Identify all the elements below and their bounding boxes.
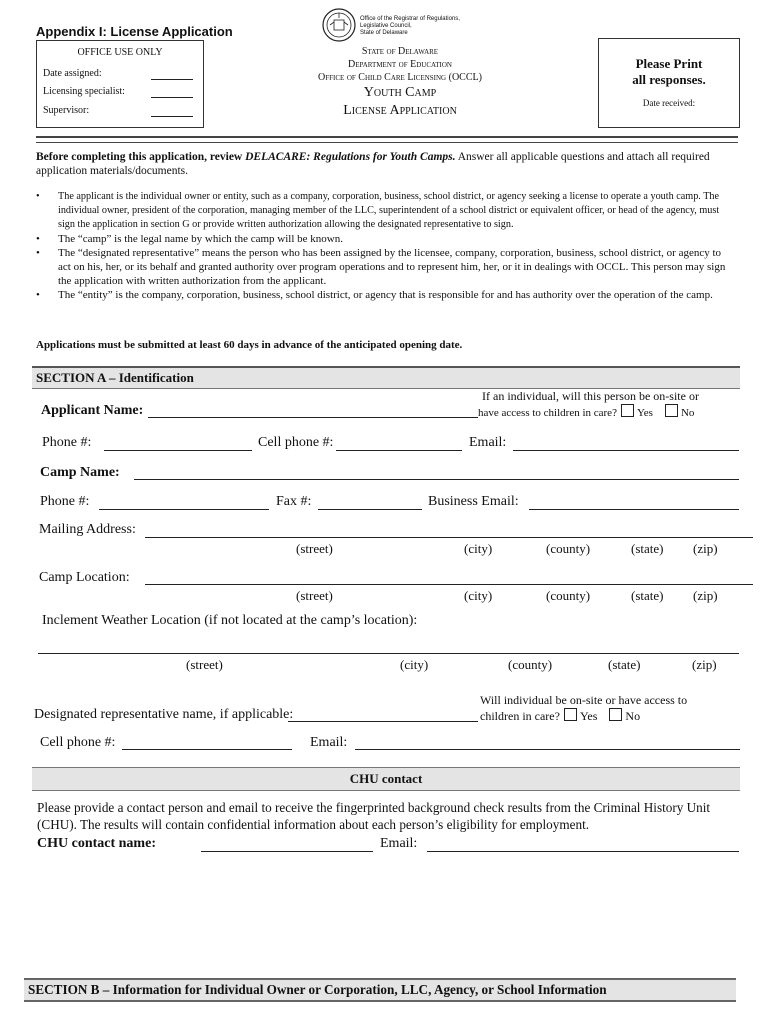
onsite-yes-checkbox[interactable] <box>621 404 634 417</box>
mailing-zip-caption: (zip) <box>693 541 718 556</box>
section-b-header <box>24 978 736 1002</box>
onsite-question <box>478 389 699 421</box>
office-use-line[interactable] <box>151 116 193 117</box>
location-city-caption: (city) <box>464 588 493 603</box>
rep-cell-phone-field[interactable] <box>122 749 292 750</box>
camp-location-field[interactable] <box>145 584 753 585</box>
rep-cell-phone-label: Cell phone #: <box>40 735 116 750</box>
section-a-header <box>32 366 740 389</box>
registrar-line: Office of the Registrar of Regulations, <box>360 16 460 22</box>
mailing-state-caption: (state) <box>631 541 664 556</box>
onsite-question-line1: If an individual, will this person be on-site or <box>482 389 699 403</box>
chu-title: CHU contact <box>349 771 423 786</box>
email-label: Email: <box>469 435 507 450</box>
mailing-street-caption: (street) <box>296 541 333 556</box>
inclement-weather-field[interactable] <box>38 653 739 654</box>
office-name: Office of Child Care Licensing (OCCL) <box>318 72 482 83</box>
location-street-caption: (street) <box>296 588 333 603</box>
designated-rep-label: Designated representative name, if applicable: <box>34 707 294 722</box>
form-title-line1: Youth Camp <box>363 85 437 100</box>
fax-field[interactable] <box>318 509 422 510</box>
inclement-county-caption: (county) <box>508 657 553 672</box>
onsite-yes-label: Yes <box>636 407 653 419</box>
chu-header <box>32 767 740 791</box>
location-state-caption: (state) <box>631 588 664 603</box>
registrar-line: Legislative Council, <box>360 23 412 29</box>
mailing-county-caption: (county) <box>546 541 591 556</box>
office-use-date-assigned: Date assigned: <box>43 68 102 79</box>
rep-onsite-yes-checkbox[interactable] <box>564 708 577 721</box>
please-print-line2: all responses. <box>632 72 706 87</box>
delaware-seal-icon <box>322 8 356 42</box>
chu-instructions: Please provide a contact person and email to receive the fingerprinted background check results from the Criminal History Unit (CHU). The results will contain confidential information about each person’s eligibility for employment. <box>37 800 711 832</box>
designated-rep-field[interactable] <box>288 721 478 722</box>
inclement-state-caption: (state) <box>608 657 641 672</box>
header-divider <box>36 136 738 143</box>
office-use-box <box>36 40 204 128</box>
rep-onsite-line1: Will individual be on-site or have access to <box>480 693 688 707</box>
form-title-line2: License Application <box>343 103 457 118</box>
rep-email-field[interactable] <box>355 749 740 750</box>
email-field[interactable] <box>513 450 739 451</box>
date-received-label: Date received: <box>642 98 696 108</box>
office-use-licensing-specialist: Licensing specialist: <box>43 86 125 97</box>
camp-phone-label: Phone #: <box>40 494 90 509</box>
section-b-title: SECTION B – Information for Individual Owner or Corporation, LLC, Agency, or School Information <box>28 982 607 997</box>
onsite-question-line2: have access to children in care? <box>478 407 617 419</box>
onsite-no-checkbox[interactable] <box>665 404 678 417</box>
list-item: • The “camp” is the legal name by which the camp will be known. <box>36 232 732 246</box>
business-email-label: Business Email: <box>428 494 519 509</box>
office-use-line[interactable] <box>151 97 193 98</box>
applicant-name-label: Applicant Name: <box>41 403 144 418</box>
cell-phone-field[interactable] <box>336 450 462 451</box>
camp-name-field[interactable] <box>134 479 739 480</box>
applicant-name-field[interactable] <box>148 417 478 418</box>
section-a-title: SECTION A – Identification <box>36 370 194 385</box>
form-heading <box>290 46 510 119</box>
inclement-city-caption: (city) <box>400 657 429 672</box>
camp-phone-field[interactable] <box>99 509 269 510</box>
rep-onsite-question <box>480 693 687 724</box>
camp-location-label: Camp Location: <box>39 570 130 585</box>
phone-label: Phone #: <box>42 435 92 450</box>
regulations-reference: DELACARE: Regulations for Youth Camps. <box>245 151 456 163</box>
rep-onsite-no-label: No <box>625 709 641 723</box>
fax-label: Fax #: <box>276 494 312 509</box>
chu-contact-name-field[interactable] <box>201 851 373 852</box>
camp-name-label: Camp Name: <box>40 465 120 480</box>
inclement-weather-label: Inclement Weather Location (if not located at the camp’s location): <box>42 613 418 628</box>
mailing-address-label: Mailing Address: <box>39 522 136 537</box>
inclement-zip-caption: (zip) <box>692 657 717 672</box>
department-name: Department of Education <box>348 59 452 70</box>
chu-email-label: Email: <box>380 836 418 851</box>
list-item: • The “designated representative” means the person who has been assigned by the licensee, company, corporation, business, school district, or agency to act on his, her, or its behalf and granted authority over program operations and to represent him, her, or it in dealings with OCCL. This person may sign the application with written authorization from the applicant. <box>36 246 732 288</box>
cell-phone-label: Cell phone #: <box>258 435 334 450</box>
chu-contact-name-label: CHU contact name: <box>37 836 156 851</box>
business-email-field[interactable] <box>529 509 739 510</box>
chu-email-field[interactable] <box>427 851 739 852</box>
registrar-line: State of Delaware <box>360 30 408 36</box>
list-item: • The “entity” is the company, corporation, business, school district, or agency that is responsible for and has authority over the operation of the camp. <box>36 288 732 302</box>
office-use-title: OFFICE USE ONLY <box>77 47 163 58</box>
location-county-caption: (county) <box>546 588 591 603</box>
office-use-supervisor: Supervisor: <box>43 105 90 116</box>
definitions-list <box>36 190 732 302</box>
please-print-line1: Please Print <box>635 56 703 71</box>
location-zip-caption: (zip) <box>693 588 718 603</box>
onsite-no-label: No <box>680 407 695 419</box>
office-use-line[interactable] <box>151 79 193 80</box>
intro-paragraph <box>36 150 738 178</box>
rep-onsite-no-checkbox[interactable] <box>609 708 622 721</box>
intro-bold: Before completing this application, review <box>36 151 246 163</box>
state-name: State of Delaware <box>361 46 439 57</box>
phone-field[interactable] <box>104 450 252 451</box>
mailing-city-caption: (city) <box>464 541 493 556</box>
inclement-street-caption: (street) <box>186 657 223 672</box>
registrar-note <box>360 16 460 37</box>
rep-onsite-yes-label: Yes <box>579 709 598 723</box>
rep-onsite-line2: children in care? <box>480 709 560 723</box>
list-item: • The applicant is the individual owner or entity, such as a company, corporation, business, school district, or agency seeking a license to operate a youth camp. The individual owner, president of the corporation, managing member of the LLC, superintendent of a school district or equivalent officer, or head of the agency, must sign the application in section G or provide written authorization allowing the designated representative to sign. <box>36 190 732 232</box>
please-print-box <box>598 38 740 128</box>
rep-email-label: Email: <box>310 735 348 750</box>
mailing-address-field[interactable] <box>145 537 753 538</box>
deadline-note: Applications must be submitted at least 60 days in advance of the anticipated opening date. <box>36 339 463 351</box>
chu-contact-name-text: CHU contact name <box>37 836 152 851</box>
intro-rest: Answer all applicable questions and attach all required application materials/documents. <box>36 151 710 177</box>
appendix-title: Appendix I: License Application <box>36 24 233 39</box>
